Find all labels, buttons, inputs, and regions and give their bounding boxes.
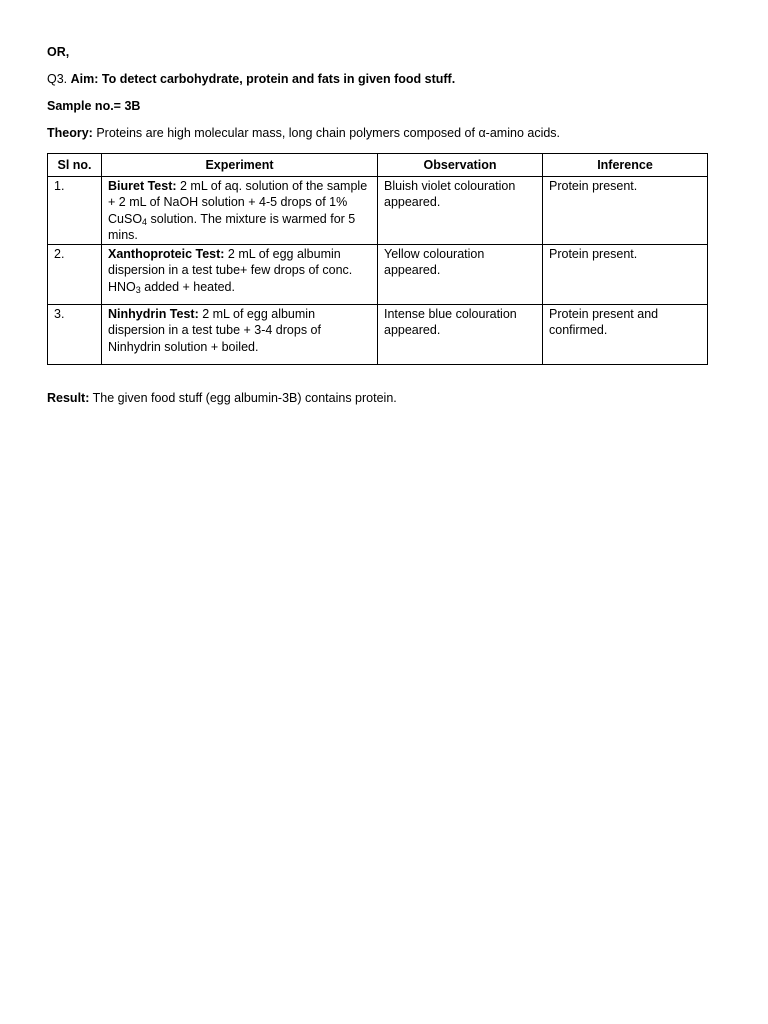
experiment-text: 2 mL of aq. solution of the sample + 2 mL of NaOH solution + 4-5 drops of 1% CuSO <box>108 179 368 226</box>
result-line <box>47 390 397 406</box>
experiment-text-cont: solution. The mixture is warmed for 5 mins. <box>108 211 356 242</box>
sample-number: Sample no.= 3B <box>47 99 141 113</box>
inference-cell: Protein present. <box>543 177 708 245</box>
observation-cell: Bluish violet colouration appeared. <box>378 177 543 245</box>
table-row <box>48 177 708 245</box>
inference-cell: Protein present. <box>543 245 708 305</box>
subscript: 3 <box>135 284 141 295</box>
subscript: 4 <box>142 216 148 227</box>
sl-cell: 2. <box>48 245 102 305</box>
aim-text: To detect carbohydrate, protein and fats in given food stuff. <box>101 72 456 86</box>
test-name: Xanthoproteic Test: <box>108 247 225 262</box>
table-header-row <box>48 154 708 177</box>
table-row <box>48 245 708 305</box>
or-text: OR, <box>47 45 70 59</box>
inference-cell: Protein present and confirmed. <box>543 305 708 365</box>
aim-label: Aim: <box>70 72 99 86</box>
observation-cell: Intense blue colouration appeared. <box>378 305 543 365</box>
sl-cell: 3. <box>48 305 102 365</box>
experiment-text: 2 mL of egg albumin dispersion in a test tube + 3-4 drops of Ninhydrin solution + boiled. <box>108 307 321 354</box>
result-text: The given food stuff (egg albumin-3B) contains protein. <box>92 391 397 405</box>
result-label: Result: <box>47 391 90 405</box>
experiment-cell <box>102 245 378 305</box>
aim-line <box>47 71 455 87</box>
theory-line <box>47 125 560 141</box>
experiment-text: 2 mL of egg albumin dispersion in a test tube+ few drops of conc. HNO <box>108 247 353 294</box>
experiment-text-cont: added + heated. <box>140 279 235 294</box>
header-experiment: Experiment <box>102 154 378 177</box>
table-row <box>48 305 708 365</box>
theory-label: Theory: <box>47 126 93 140</box>
experiment-table <box>47 153 708 365</box>
header-sl-no: Sl no. <box>48 154 102 177</box>
experiment-cell <box>102 177 378 245</box>
header-inference: Inference <box>543 154 708 177</box>
test-name: Ninhydrin Test: <box>108 307 199 322</box>
experiment-cell <box>102 305 378 365</box>
test-name: Biuret Test: <box>108 179 177 193</box>
question-number: Q3. <box>47 72 68 86</box>
theory-text: Proteins are high molecular mass, long chain polymers composed of α-amino acids. <box>96 126 561 140</box>
sl-cell: 1. <box>48 177 102 245</box>
header-observation: Observation <box>378 154 543 177</box>
observation-cell: Yellow colouration appeared. <box>378 245 543 305</box>
